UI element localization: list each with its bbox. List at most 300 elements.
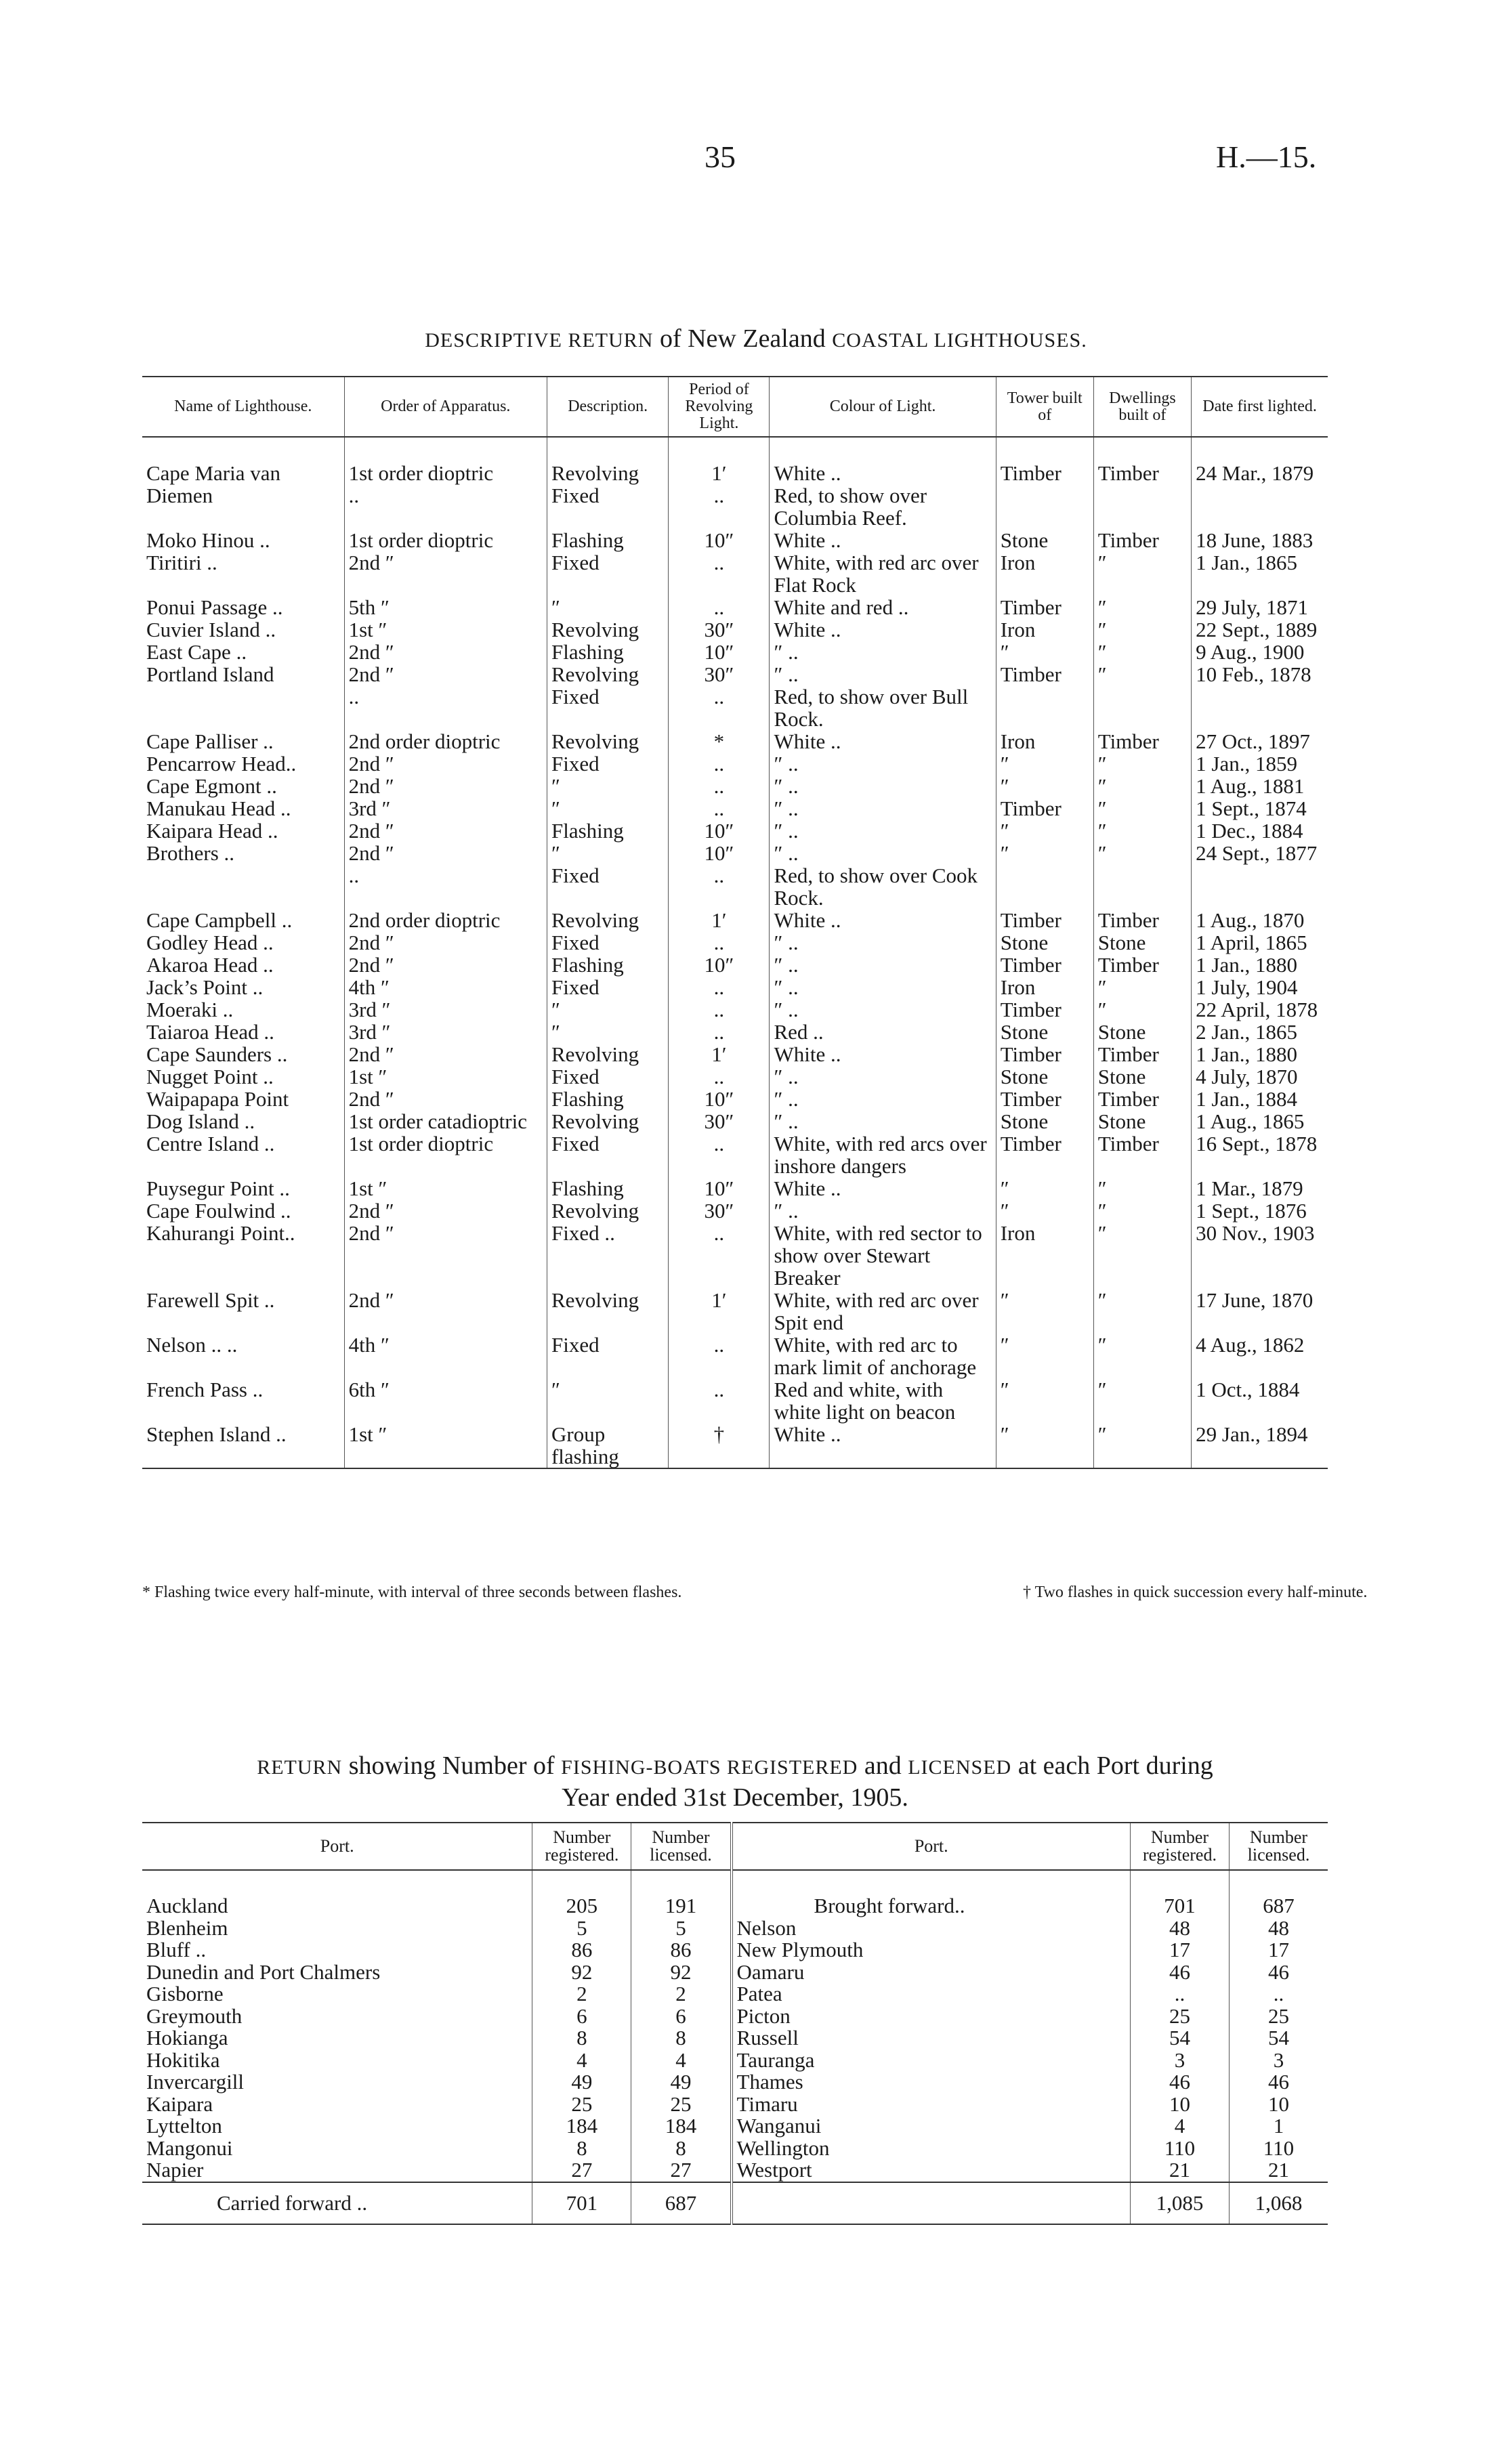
lighthouse-dwell: ″ bbox=[1093, 976, 1191, 998]
lighthouse-dwell: ″ bbox=[1093, 842, 1191, 909]
licensed-left: 6 bbox=[631, 2005, 732, 2028]
lighthouse-desc: Flashing bbox=[547, 954, 668, 976]
lighthouse-order: 2nd ″ bbox=[344, 1199, 547, 1222]
registered-left: 27 bbox=[532, 2159, 631, 2182]
lighthouse-row bbox=[142, 1021, 1328, 1043]
col-description: Description. bbox=[547, 377, 668, 437]
lighthouse-dwell: Timber bbox=[1093, 1043, 1191, 1065]
fishing-title-d: and bbox=[864, 1751, 902, 1780]
port-right: Nelson bbox=[732, 1917, 1131, 1940]
lighthouse-colour: White, with red sector to show over Stewart Breaker bbox=[770, 1222, 996, 1289]
licensed-right: 25 bbox=[1229, 2005, 1328, 2028]
lighthouse-name: Centre Island .. bbox=[146, 1132, 275, 1155]
lighthouse-colour: ″ .. bbox=[770, 797, 996, 820]
lighthouse-row bbox=[142, 1334, 1328, 1378]
lighthouse-period: † bbox=[669, 1423, 770, 1468]
fishing-row bbox=[142, 2005, 1328, 2028]
lighthouse-colour: ″ .. bbox=[770, 641, 996, 663]
lighthouse-colour: White .. bbox=[770, 618, 996, 641]
fishing-row bbox=[142, 2115, 1328, 2138]
port-left: Lyttelton bbox=[146, 2114, 222, 2138]
lighthouse-row bbox=[142, 1423, 1328, 1468]
lighthouse-colour: ″ .. bbox=[770, 998, 996, 1021]
lighthouse-name: Waipapapa Point bbox=[146, 1087, 289, 1111]
lighthouse-row bbox=[142, 842, 1328, 909]
registered-right: 4 bbox=[1130, 2115, 1229, 2138]
lighthouse-order: 2nd ″ bbox=[344, 931, 547, 954]
lighthouse-period: 10″ bbox=[669, 641, 770, 663]
lighthouse-date: 1 Mar., 1879 bbox=[1192, 1177, 1328, 1199]
lighthouse-tower: ″ bbox=[996, 1199, 1093, 1222]
total-licensed: 1,068 bbox=[1229, 2182, 1328, 2225]
fishing-table-body bbox=[142, 1870, 1328, 2182]
lighthouse-date: 1 Jan., 1859 bbox=[1192, 752, 1328, 775]
lighthouse-tower: ″ bbox=[996, 1177, 1093, 1199]
lighthouse-dwell: Stone bbox=[1093, 931, 1191, 954]
licensed-left: 92 bbox=[631, 1961, 732, 1984]
lighthouse-date: 16 Sept., 1878 bbox=[1192, 1132, 1328, 1177]
lighthouse-colour: White .. bbox=[770, 1043, 996, 1065]
lighthouse-period: .. bbox=[669, 551, 770, 596]
lighthouse-order: 4th ″ bbox=[344, 976, 547, 998]
footnote-dagger: † Two flashes in quick succession every half-minute. bbox=[1023, 1584, 1368, 1601]
lighthouse-desc: ″ bbox=[547, 596, 668, 618]
fishing-title-c: FISHING-BOATS REGISTERED bbox=[561, 1756, 858, 1779]
lighthouse-name: Stephen Island .. bbox=[142, 1423, 344, 1468]
licensed-right: 21 bbox=[1229, 2159, 1328, 2182]
lighthouse-desc: Flashing bbox=[547, 641, 668, 663]
fishing-table bbox=[142, 1822, 1328, 2225]
licensed-right: 54 bbox=[1229, 2027, 1328, 2049]
lighthouse-desc: Fixed bbox=[547, 551, 668, 596]
registered-left: 205 bbox=[532, 1895, 631, 1917]
port-right: New Plymouth bbox=[732, 1939, 1131, 1961]
lighthouse-dwell: Timber bbox=[1093, 529, 1191, 551]
registered-right: 48 bbox=[1130, 1917, 1229, 1940]
lighthouse-period: .. bbox=[669, 1021, 770, 1043]
fishing-title-b: showing Number of bbox=[348, 1751, 555, 1780]
lighthouse-name: Moko Hinou .. bbox=[146, 528, 270, 552]
lighthouse-name: Dog Island .. bbox=[146, 1109, 255, 1133]
lighthouse-desc: ″ bbox=[547, 998, 668, 1021]
lighthouse-order: 1st ″ bbox=[344, 1423, 547, 1468]
registered-right: 17 bbox=[1130, 1939, 1229, 1961]
lighthouse-tower: Timber bbox=[996, 998, 1093, 1021]
lighthouse-row bbox=[142, 1110, 1328, 1132]
registered-right: 25 bbox=[1130, 2005, 1229, 2028]
lighthouse-dwell: ″ bbox=[1093, 820, 1191, 842]
lighthouse-date: 2 Jan., 1865 bbox=[1192, 1021, 1328, 1043]
lighthouse-colour: White, with red arc over Spit end bbox=[770, 1289, 996, 1334]
lighthouse-name: French Pass .. bbox=[146, 1378, 264, 1401]
lighthouse-period: .. bbox=[669, 775, 770, 797]
port-left: Dunedin and Port Chalmers bbox=[146, 1959, 381, 1984]
lighthouse-date: 22 April, 1878 bbox=[1192, 998, 1328, 1021]
licensed-right: 17 bbox=[1229, 1939, 1328, 1961]
lighthouse-period: 1′ bbox=[669, 1289, 770, 1334]
registered-left: 86 bbox=[532, 1939, 631, 1961]
registered-left: 8 bbox=[532, 2138, 631, 2160]
lighthouse-row bbox=[142, 909, 1328, 931]
registered-left: 25 bbox=[532, 2094, 631, 2116]
fishing-row bbox=[142, 2138, 1328, 2160]
lighthouse-tower: Stone bbox=[996, 931, 1093, 954]
lighthouse-colour: White, with red arc over Flat Rock bbox=[770, 551, 996, 596]
lighthouse-date: 1 July, 1904 bbox=[1192, 976, 1328, 998]
lighthouse-desc: Revolving bbox=[547, 1199, 668, 1222]
fishing-row bbox=[142, 2049, 1328, 2072]
lighthouse-name: Cape Palliser .. bbox=[146, 729, 274, 753]
lighthouse-date: 1 Aug., 1870 bbox=[1192, 909, 1328, 931]
lighthouse-tower: ″ bbox=[996, 775, 1093, 797]
lighthouse-desc: ″ Fixed bbox=[547, 842, 668, 909]
lighthouse-colour: White .. bbox=[770, 1177, 996, 1199]
lighthouse-period: 1′ bbox=[669, 909, 770, 931]
lighthouse-name: Cape Egmont .. bbox=[146, 774, 277, 798]
col-port-right: Port. bbox=[732, 1823, 1131, 1870]
lighthouse-date: 4 Aug., 1862 bbox=[1192, 1334, 1328, 1378]
lighthouse-order: 1st order catadioptric bbox=[344, 1110, 547, 1132]
lighthouse-desc: Flashing bbox=[547, 1088, 668, 1110]
lighthouse-name: Godley Head .. bbox=[146, 931, 274, 954]
licensed-left: 2 bbox=[631, 1983, 732, 2005]
lighthouse-desc: Fixed bbox=[547, 976, 668, 998]
lighthouse-period: 10″ bbox=[669, 1177, 770, 1199]
licensed-left: 25 bbox=[631, 2094, 732, 2116]
lighthouse-name: Puysegur Point .. bbox=[146, 1176, 290, 1200]
footnote-star: * Flashing twice every half-minute, with interval of three seconds between flashes. bbox=[142, 1584, 682, 1601]
col-tower: Tower built of bbox=[996, 377, 1093, 437]
lighthouse-order: 2nd ″ bbox=[344, 954, 547, 976]
port-left: Hokitika bbox=[146, 2047, 220, 2072]
registered-left: 2 bbox=[532, 1983, 631, 2005]
lighthouse-tower: Stone bbox=[996, 1065, 1093, 1088]
lighthouse-date: 24 Sept., 1877 bbox=[1192, 842, 1328, 909]
lighthouse-table bbox=[142, 376, 1328, 1469]
lighthouse-order: 1st ″ bbox=[344, 1177, 547, 1199]
lighthouse-date: 1 Oct., 1884 bbox=[1192, 1378, 1328, 1423]
lighthouse-row bbox=[142, 931, 1328, 954]
lighthouse-row bbox=[142, 954, 1328, 976]
lighthouse-date: 29 July, 1871 bbox=[1192, 596, 1328, 618]
lighthouse-desc: Flashing bbox=[547, 529, 668, 551]
licensed-right: 48 bbox=[1229, 1917, 1328, 1940]
lighthouse-colour: White and red .. bbox=[770, 596, 996, 618]
lighthouse-dwell: ″ bbox=[1093, 1423, 1191, 1468]
col-date: Date first lighted. bbox=[1192, 377, 1328, 437]
document-code: H.—15. bbox=[1216, 140, 1317, 174]
lighthouse-colour: White .. bbox=[770, 1423, 996, 1468]
lighthouse-order: 3rd ″ bbox=[344, 998, 547, 1021]
lighthouse-name: Kahurangi Point.. bbox=[146, 1221, 295, 1245]
port-right: Wanganui bbox=[732, 2115, 1131, 2138]
lighthouse-name: Manukau Head .. bbox=[146, 796, 291, 820]
registered-left: 184 bbox=[532, 2115, 631, 2138]
lighthouse-desc: Revolving bbox=[547, 730, 668, 752]
lighthouse-row bbox=[142, 998, 1328, 1021]
carried-forward-licensed: 687 bbox=[631, 2182, 732, 2225]
col-licensed-right: Number licensed. bbox=[1229, 1823, 1328, 1870]
lighthouse-dwell: ″ bbox=[1093, 641, 1191, 663]
lighthouse-order: 2nd order dioptric bbox=[344, 909, 547, 931]
lighthouse-row bbox=[142, 529, 1328, 551]
lighthouse-date: 27 Oct., 1897 bbox=[1192, 730, 1328, 752]
port-left: Greymouth bbox=[146, 2003, 243, 2028]
lighthouse-date: 1 Jan., 1884 bbox=[1192, 1088, 1328, 1110]
fishing-row bbox=[142, 2094, 1328, 2116]
lighthouse-colour: White .. bbox=[770, 529, 996, 551]
lighthouse-date: 1 Sept., 1876 bbox=[1192, 1199, 1328, 1222]
title-suffix: COASTAL LIGHTHOUSES. bbox=[832, 329, 1087, 352]
fishing-title-e: LICENSED bbox=[908, 1756, 1012, 1779]
fishing-title-g: Year ended 31st December, 1905. bbox=[562, 1783, 908, 1812]
lighthouse-dwell: Timber bbox=[1093, 1132, 1191, 1177]
licensed-left: 49 bbox=[631, 2071, 732, 2094]
lighthouse-colour: ″ .. bbox=[770, 752, 996, 775]
fishing-header-row bbox=[142, 1823, 1328, 1870]
col-colour: Colour of Light. bbox=[770, 377, 996, 437]
registered-left: 6 bbox=[532, 2005, 631, 2028]
lighthouse-name: Farewell Spit .. bbox=[146, 1288, 275, 1312]
lighthouse-desc: Group flashing bbox=[547, 1423, 668, 1468]
lighthouse-colour: White, with red arcs over inshore dangers bbox=[770, 1132, 996, 1177]
lighthouse-tower: Timber bbox=[996, 954, 1093, 976]
lighthouse-colour: White .. bbox=[770, 909, 996, 931]
registered-left: 8 bbox=[532, 2027, 631, 2049]
lighthouse-dwell: ″ bbox=[1093, 663, 1191, 730]
lighthouse-date: 1 Dec., 1884 bbox=[1192, 820, 1328, 842]
lighthouse-name: Cape Foulwind .. bbox=[146, 1199, 291, 1223]
lighthouse-desc: Fixed bbox=[547, 1334, 668, 1378]
lighthouse-row bbox=[142, 775, 1328, 797]
lighthouse-row bbox=[142, 752, 1328, 775]
lighthouse-colour: ″ .. bbox=[770, 1088, 996, 1110]
lighthouse-order: 5th ″ bbox=[344, 596, 547, 618]
lighthouse-order: 1st ″ bbox=[344, 618, 547, 641]
lighthouse-dwell: Stone bbox=[1093, 1110, 1191, 1132]
lighthouse-tower: Timber bbox=[996, 663, 1093, 730]
port-left: Gisborne bbox=[146, 1982, 224, 2005]
lighthouse-order: 1st order dioptric .. bbox=[344, 462, 547, 529]
lighthouse-period: 10″ bbox=[669, 529, 770, 551]
lighthouse-name: Portland Island bbox=[146, 662, 274, 686]
registered-left: 49 bbox=[532, 2071, 631, 2094]
lighthouse-desc: ″ bbox=[547, 1021, 668, 1043]
lighthouse-desc: Revolving bbox=[547, 909, 668, 931]
lighthouse-period: .. bbox=[669, 1065, 770, 1088]
lighthouse-tower: Timber bbox=[996, 797, 1093, 820]
lighthouse-desc: Flashing bbox=[547, 1177, 668, 1199]
lighthouse-desc: Revolving bbox=[547, 1043, 668, 1065]
lighthouse-row bbox=[142, 551, 1328, 596]
registered-right: 46 bbox=[1130, 1961, 1229, 1984]
lighthouse-row bbox=[142, 1132, 1328, 1177]
lighthouse-name: Tiritiri .. bbox=[146, 551, 217, 574]
lighthouse-dwell: ″ bbox=[1093, 998, 1191, 1021]
carried-forward-registered: 701 bbox=[532, 2182, 631, 2225]
lighthouse-name: Cape Campbell .. bbox=[146, 908, 293, 932]
title-mid: of New Zealand bbox=[659, 324, 826, 353]
licensed-left: 184 bbox=[631, 2115, 732, 2138]
port-left: Napier bbox=[146, 2158, 204, 2182]
lighthouse-period: .. bbox=[669, 596, 770, 618]
col-dwellings: Dwellings built of bbox=[1093, 377, 1191, 437]
port-left: Bluff .. bbox=[146, 1938, 207, 1961]
lighthouse-date: 24 Mar., 1879 bbox=[1192, 462, 1328, 529]
licensed-right: 46 bbox=[1229, 2071, 1328, 2094]
lighthouse-desc: ″ bbox=[547, 797, 668, 820]
lighthouse-row bbox=[142, 820, 1328, 842]
lighthouse-order: 2nd ″ bbox=[344, 1289, 547, 1334]
port-right: Wellington bbox=[732, 2138, 1131, 2160]
lighthouse-colour: ″ .. bbox=[770, 931, 996, 954]
lighthouse-tower: ″ bbox=[996, 1378, 1093, 1423]
lighthouse-tower: ″ bbox=[996, 752, 1093, 775]
lighthouse-colour: White, with red arc to mark limit of anchorage bbox=[770, 1334, 996, 1378]
lighthouse-desc: Revolving Fixed bbox=[547, 462, 668, 529]
lighthouse-name: Nelson .. .. bbox=[146, 1333, 238, 1357]
port-right: Brought forward.. bbox=[732, 1895, 1131, 1917]
lighthouse-tower: Timber bbox=[996, 909, 1093, 931]
lighthouse-desc: Fixed bbox=[547, 752, 668, 775]
registered-right: 46 bbox=[1130, 2071, 1229, 2094]
col-port-left: Port. bbox=[142, 1823, 532, 1870]
lighthouse-desc: Revolving bbox=[547, 1110, 668, 1132]
lighthouse-title bbox=[0, 324, 1512, 354]
licensed-left: 4 bbox=[631, 2049, 732, 2072]
lighthouse-order: 2nd ″ bbox=[344, 820, 547, 842]
lighthouse-colour: White .. Red, to show over Columbia Reef. bbox=[770, 462, 996, 529]
lighthouse-desc: Flashing bbox=[547, 820, 668, 842]
lighthouse-table-body bbox=[142, 437, 1328, 1468]
lighthouse-date: 1 Aug., 1865 bbox=[1192, 1110, 1328, 1132]
lighthouse-period: 1′ .. bbox=[669, 462, 770, 529]
lighthouse-row bbox=[142, 596, 1328, 618]
fishing-row bbox=[142, 1917, 1328, 1940]
fishing-title-a: RETURN bbox=[257, 1756, 343, 1779]
lighthouse-period: 30″ .. bbox=[669, 663, 770, 730]
lighthouse-desc: Fixed .. bbox=[547, 1222, 668, 1289]
lighthouse-date: 18 June, 1883 bbox=[1192, 529, 1328, 551]
lighthouse-order: 2nd ″ bbox=[344, 551, 547, 596]
fishing-title bbox=[142, 1751, 1328, 1812]
port-left: Invercargill bbox=[146, 2070, 245, 2094]
licensed-right: 3 bbox=[1229, 2049, 1328, 2072]
lighthouse-row bbox=[142, 1065, 1328, 1088]
port-right: Russell bbox=[732, 2027, 1131, 2049]
lighthouse-order: 2nd ″ bbox=[344, 1088, 547, 1110]
lighthouse-dwell: ″ bbox=[1093, 1334, 1191, 1378]
lighthouse-tower: ″ bbox=[996, 842, 1093, 909]
lighthouse-desc: Revolving bbox=[547, 618, 668, 641]
lighthouse-tower: Timber bbox=[996, 462, 1093, 529]
lighthouse-tower: Stone bbox=[996, 1021, 1093, 1043]
col-registered-left: Number registered. bbox=[532, 1823, 631, 1870]
lighthouse-row bbox=[142, 663, 1328, 730]
lighthouse-dwell: ″ bbox=[1093, 752, 1191, 775]
lighthouse-period: .. bbox=[669, 1222, 770, 1289]
licensed-right: 1 bbox=[1229, 2115, 1328, 2138]
lighthouse-row bbox=[142, 797, 1328, 820]
port-right: Westport bbox=[732, 2159, 1131, 2182]
lighthouse-order: 2nd ″ bbox=[344, 1222, 547, 1289]
registered-right: 110 bbox=[1130, 2138, 1229, 2160]
lighthouse-tower: Iron bbox=[996, 551, 1093, 596]
lighthouse-period: .. bbox=[669, 752, 770, 775]
lighthouse-order: 6th ″ bbox=[344, 1378, 547, 1423]
lighthouse-dwell: Timber bbox=[1093, 1088, 1191, 1110]
lighthouse-period: .. bbox=[669, 1132, 770, 1177]
lighthouse-date: 10 Feb., 1878 bbox=[1192, 663, 1328, 730]
lighthouse-desc: ″ bbox=[547, 775, 668, 797]
lighthouse-desc: Revolving bbox=[547, 1289, 668, 1334]
licensed-left: 8 bbox=[631, 2027, 732, 2049]
licensed-left: 5 bbox=[631, 1917, 732, 1940]
lighthouse-name: East Cape .. bbox=[146, 640, 247, 664]
col-order: Order of Apparatus. bbox=[344, 377, 547, 437]
fishing-row bbox=[142, 1983, 1328, 2005]
registered-right: 3 bbox=[1130, 2049, 1229, 2072]
lighthouse-period: 30″ bbox=[669, 1110, 770, 1132]
lighthouse-name: Cape Saunders .. bbox=[146, 1042, 288, 1066]
lighthouse-date: 30 Nov., 1903 bbox=[1192, 1222, 1328, 1289]
lighthouse-row bbox=[142, 618, 1328, 641]
lighthouse-date: 1 Aug., 1881 bbox=[1192, 775, 1328, 797]
lighthouse-tower: ″ bbox=[996, 1334, 1093, 1378]
registered-left: 4 bbox=[532, 2049, 631, 2072]
lighthouse-order: 2nd ″ .. bbox=[344, 663, 547, 730]
lighthouse-order: 4th ″ bbox=[344, 1334, 547, 1378]
lighthouse-date: 17 June, 1870 bbox=[1192, 1289, 1328, 1334]
lighthouse-dwell: Timber bbox=[1093, 909, 1191, 931]
lighthouse-name: Nugget Point .. bbox=[146, 1065, 274, 1088]
lighthouse-row bbox=[142, 976, 1328, 998]
lighthouse-date: 9 Aug., 1900 bbox=[1192, 641, 1328, 663]
licensed-right: 687 bbox=[1229, 1895, 1328, 1917]
port-left: Blenheim bbox=[146, 1915, 228, 1940]
registered-left: 92 bbox=[532, 1961, 631, 1984]
lighthouse-date: 1 Jan., 1880 bbox=[1192, 954, 1328, 976]
lighthouse-desc: Fixed bbox=[547, 931, 668, 954]
licensed-left: 27 bbox=[631, 2159, 732, 2182]
lighthouse-dwell: ″ bbox=[1093, 797, 1191, 820]
lighthouse-dwell: ″ bbox=[1093, 618, 1191, 641]
port-right: Tauranga bbox=[732, 2049, 1131, 2072]
lighthouse-tower: Iron bbox=[996, 1222, 1093, 1289]
registered-left: 5 bbox=[532, 1917, 631, 1940]
lighthouse-order: 3rd ″ bbox=[344, 797, 547, 820]
lighthouse-name: Taiaroa Head .. bbox=[146, 1020, 274, 1044]
lighthouse-desc: ″ bbox=[547, 1378, 668, 1423]
lighthouse-date: 1 Sept., 1874 bbox=[1192, 797, 1328, 820]
lighthouse-tower: Timber bbox=[996, 1132, 1093, 1177]
lighthouse-order: 1st order dioptric bbox=[344, 1132, 547, 1177]
lighthouse-tower: Iron bbox=[996, 730, 1093, 752]
lighthouse-order: 1st order dioptric bbox=[344, 529, 547, 551]
lighthouse-order: 2nd ″ bbox=[344, 1043, 547, 1065]
lighthouse-order: 2nd ″ .. bbox=[344, 842, 547, 909]
lighthouse-date: 4 July, 1870 bbox=[1192, 1065, 1328, 1088]
lighthouse-dwell: Timber bbox=[1093, 730, 1191, 752]
lighthouse-period: 30″ bbox=[669, 1199, 770, 1222]
lighthouse-row bbox=[142, 641, 1328, 663]
lighthouse-period: .. bbox=[669, 976, 770, 998]
lighthouse-period: 10″ bbox=[669, 954, 770, 976]
fishing-row bbox=[142, 1895, 1328, 1917]
lighthouse-dwell: Stone bbox=[1093, 1065, 1191, 1088]
lighthouse-period: 10″ .. bbox=[669, 842, 770, 909]
lighthouse-tower: ″ bbox=[996, 641, 1093, 663]
